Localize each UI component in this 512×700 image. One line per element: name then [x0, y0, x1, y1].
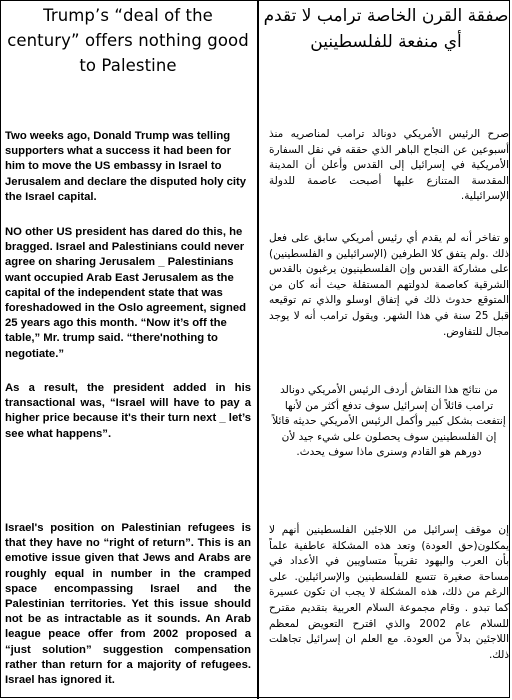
english-paragraph-2: NO other US president has dared do this, he bragged. Israel and Palestinians could never agree on sharing Jerusalem _ Palestinians want occupied Arab East Jerusalem as the capital of the independent state that was foreshadowed in the Oslo agreement, signed 25 years ago this month. “Now it’s off the table,” Mr. trump said. “there'nothing to negotiate.”: [5, 226, 247, 360]
arabic-paragraph-2: و تفاخر أنه لم يقدم أي رئيس أمريكي سابق على فعل ذلك .ولم يتفق كلا الطرفين (الإسرائيلين و الفلسطينين) على مشاركة القدس وإن الفلسطينيون يرغبون بالقدس الشرقية كعاصمة لدولتهم المستقلة حيث أنه كان من المتوقع حدوث ذلك في إتفاق اوسلو والذي تم توقيعه قبل 25 سنة في هذا الشهر. ويقول ترامب أنه لا يوجد مجال للتفاوض.: [269, 232, 509, 338]
column-divider: [257, 1, 259, 699]
arabic-column: [263, 3, 509, 661]
arabic-paragraph-1: صرح الرئيس الأمريكي دونالد ترامب لمناصريه منذ أسبوعين عن النجاح الباهر الذي حققه في نقل السفارة الأمريكية في إسرائيل إلى القدس وأعلن أن المدينة المقدسة المتنازع عليها أصبحت عاصمة للدولة الإسرائيلية.: [269, 128, 509, 203]
english-paragraph-4: Israel's position on Palestinian refugees is that they have no “right of return”. This is an emotive issue given that Jews and Arabs are roughly equal in number in the cramped space encompassing Israel and the Palestinian territories. Yet this issue should not be as intractable as it sounds. An Arab league peace offer from 2002 proposed a “just solution” suggestion compensation rather than return for a majority of refugees. Israel has ignored it.: [5, 522, 251, 687]
english-column: [5, 3, 251, 687]
english-paragraph-1: Two weeks ago, Donald Trump was telling supporters what a success it had been for him to move the US embassy in Israel to Jerusalem and declare the disputed holy city the Israel capital.: [5, 130, 247, 203]
arabic-paragraph-4: إن موقف إسرائيل من اللاجئين الفلسطينين أنهم لا يمكلون(حق العودة) وتعد هذه المشكلة عاطفية علماً بأن العرب واليهود تقريباً متساويين في الأعداد في مساحة صغيرة تتسع للفلسطينين والإسرائيلين. على الرغم من ذلك، هذه المشكلة لا يجب ان تكون عسيرة كما تبدو . وقام مجموعة السلام العربية بتقديم مقترح للسلام عام 2002 والذي اقترح التعويض لمعظم اللاجئين بدلاً من العودة. مع العلم ان إسرائيل تجاهلت ذلك.: [269, 524, 509, 661]
arabic-paragraph-3: من نتائج هذا النقاش أردف الرئيس الأمريكي دونالد ترامب قائلاً أن إسرائيل سوف تدفع أكثر من لأنها إنتفعت بشكل كبير وأكمل الرئيس الأمريكي حديثه قائلاً إن الفلسطينين سوف يحصلون على شيء جيد لأن دورهم هو القادم وسنرى ماذا سوف يحدث.: [272, 384, 506, 459]
arabic-title: صفقة القرن الخاصة ترامب لا تقدم أي منفعة للفلسطينين: [263, 6, 509, 52]
english-title: Trump’s “deal of the century” offers nothing good to Palestine: [7, 6, 249, 75]
english-paragraph-3: As a result, the president added in his transactional was, “Israel will have to pay a higher price because it's their turn next _ let’s see what happens”.: [5, 382, 251, 440]
